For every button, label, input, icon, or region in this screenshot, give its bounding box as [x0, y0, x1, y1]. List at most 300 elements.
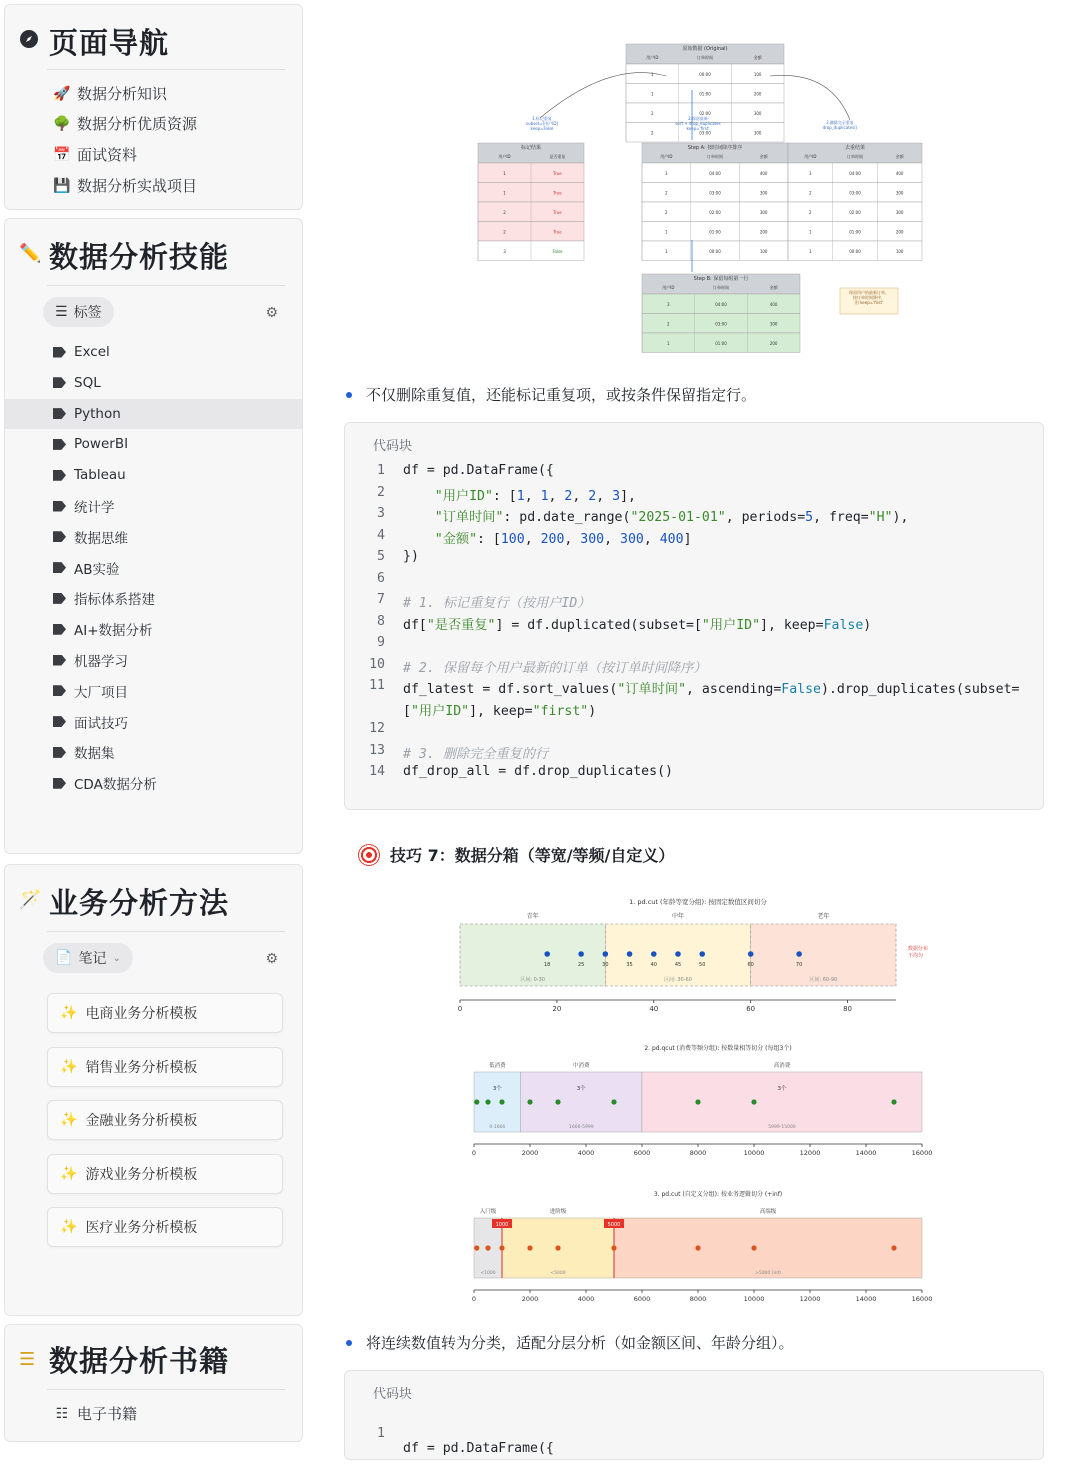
code-token-number: 5: [805, 510, 814, 525]
x-tick-label: 2000: [521, 1295, 539, 1303]
tag-item[interactable]: [5, 583, 302, 613]
line-number: 7: [377, 592, 385, 607]
code-token-number: 2: [564, 488, 573, 504]
data-point: [527, 1245, 532, 1250]
bin-range: <5000: [550, 1271, 566, 1276]
table-title: Step B: 保留每组第一行: [693, 276, 749, 282]
table-col-header: 是否重复: [549, 154, 566, 159]
code-text: [403, 678, 1020, 697]
code-token-keyword: False: [781, 682, 821, 697]
bin-label: 低消费: [489, 1063, 506, 1069]
bin-region: [521, 1072, 642, 1132]
code-token-number: 400: [659, 531, 684, 547]
table-cell: 1: [503, 190, 506, 196]
table-col-header: 订单时间: [707, 154, 723, 159]
tag-item[interactable]: [5, 337, 302, 367]
bin-range: >5000 (inf): [755, 1271, 781, 1276]
template-label: 电商业务分析模板: [85, 1006, 198, 1022]
point-label: 18: [544, 962, 551, 968]
table-cell: 3: [665, 171, 668, 176]
bin-range: <1000: [480, 1271, 496, 1276]
step-label: drop_duplicates(): [822, 125, 858, 130]
nav-item-label: 面试资料: [77, 146, 138, 164]
tag-label: Excel: [74, 344, 110, 360]
code-token-number: 200: [540, 531, 565, 547]
books-divider: [47, 1389, 285, 1390]
document-icon: 📄: [55, 950, 73, 966]
code-text: [403, 506, 908, 525]
table-cell: 2: [665, 210, 668, 215]
tag-item[interactable]: [5, 645, 302, 675]
table-cell: 300: [759, 190, 768, 196]
magic-wand-icon: ✨: [60, 1112, 78, 1128]
tag-icon: [53, 377, 66, 388]
x-tick-label: 20: [552, 1005, 562, 1013]
nav-item-label: 数据分析实战项目: [77, 177, 198, 195]
tag-item[interactable]: [5, 676, 302, 706]
template-label: 医疗业务分析模板: [85, 1220, 198, 1236]
data-point: [485, 1245, 490, 1250]
tag-icon: [53, 778, 66, 789]
template-button[interactable]: [47, 1100, 283, 1140]
code-token: : pd.date_range(: [503, 510, 631, 525]
data-point: [675, 951, 681, 957]
chart-title: 3. pd.cut (自定义分组): 按业务逻辑切分 (+inf): [653, 1191, 783, 1198]
duplicates-diagram: [470, 40, 930, 360]
code-token-comment: # 3. 删除完全重复的行: [403, 746, 549, 762]
step-label: keep=False: [530, 126, 554, 131]
tag-item[interactable]: [5, 429, 302, 459]
nav-item-knowledge[interactable]: [53, 83, 167, 104]
nav-item-label: 电子书籍: [77, 1405, 138, 1423]
data-point: [485, 1099, 490, 1104]
table-cell: 02:00: [849, 210, 861, 215]
note-text: 保留用户的最新订单，: [849, 290, 889, 295]
code-block-binning[interactable]: [344, 1370, 1044, 1460]
code-token: [403, 489, 435, 504]
chart-title: 2. pd.qcut (消费等频分组): 按数量相等切分 (每组3个): [644, 1045, 792, 1052]
nav-item-interview[interactable]: [53, 144, 137, 165]
code-token: ,: [548, 488, 565, 504]
target-icon: [358, 844, 380, 866]
tag-label: AB实验: [74, 561, 120, 578]
tag-item[interactable]: [5, 460, 302, 490]
code-token-number: 2: [588, 488, 597, 504]
bin-range: 区间: 0-30: [520, 977, 545, 983]
code-token: ,: [572, 488, 589, 504]
tag-item[interactable]: [5, 707, 302, 737]
data-point: [611, 1245, 616, 1250]
bullet-duplicates: [346, 384, 756, 405]
tag-icon: [53, 655, 66, 666]
code-line: [345, 463, 1025, 484]
code-token-string: "是否重复": [426, 617, 496, 633]
bin-range: 5999-15000: [768, 1125, 796, 1130]
chart-title: 1. pd.cut (年龄等宽分组): 按固定数值区间切分: [629, 898, 767, 906]
point-label: 45: [674, 962, 682, 968]
code-line: [345, 485, 1025, 506]
line-number: 3: [377, 506, 385, 521]
code-token: ], keep=: [760, 617, 824, 633]
code-line: [345, 571, 1025, 592]
table-cell: 100: [759, 249, 768, 254]
table-cell: 1: [503, 171, 506, 176]
note-text: 用 keep='first': [854, 300, 884, 305]
template-label: 金融业务分析模板: [85, 1113, 198, 1129]
data-point: [751, 1245, 756, 1250]
table-col-header: 用户ID: [646, 55, 659, 60]
code-token: , ascending=: [686, 682, 782, 697]
code-token-keyword: False: [823, 617, 864, 633]
list-icon: ☰: [55, 304, 68, 320]
table-title: 去重结果: [844, 145, 866, 151]
code-token-string: "订单时间": [617, 682, 687, 697]
table-cell: 100: [753, 72, 762, 77]
bin-label: 中消费: [573, 1063, 590, 1069]
code-text: [403, 764, 673, 779]
tip7-heading: [358, 843, 674, 866]
bullet-dot: [346, 392, 352, 398]
data-point: [796, 951, 802, 957]
point-label: 60: [747, 962, 754, 968]
code-block-label: 代码块: [373, 1387, 413, 1402]
table-cell: 04:00: [715, 302, 727, 307]
table-cell: 1: [665, 229, 668, 235]
bin-range: 区间: 30-60: [664, 977, 692, 983]
line-number: 1: [377, 1426, 385, 1441]
line-number: 5: [377, 549, 385, 564]
tag-item[interactable]: [5, 553, 302, 583]
code-line: [345, 506, 1025, 527]
code-token: ], keep=: [469, 703, 533, 719]
template-button[interactable]: [47, 1047, 283, 1087]
table-cell: 00:00: [699, 72, 711, 77]
data-point: [627, 951, 633, 957]
code-token-number: 300: [580, 531, 605, 547]
tag-icon: [53, 439, 66, 450]
bin-label: 进阶级: [549, 1209, 567, 1215]
x-tick-label: 10000: [743, 1149, 765, 1157]
threshold-label: 5000: [607, 1222, 621, 1228]
x-tick-label: 4000: [577, 1295, 595, 1303]
tag-label: PowerBI: [74, 436, 129, 453]
rocket-icon: 🚀: [53, 85, 71, 102]
point-label: 35: [626, 962, 633, 968]
code-token-string: "用户ID": [701, 617, 761, 633]
table-cell: 2: [809, 210, 812, 215]
table-cell: 1: [651, 72, 654, 77]
methods-card: [4, 864, 303, 1316]
tag-item[interactable]: [5, 737, 302, 767]
code-text: [403, 700, 596, 719]
code-token: ,: [596, 488, 613, 504]
heading-text: 技巧 7：数据分箱（等宽/等频/自定义）: [390, 846, 675, 865]
template-button[interactable]: [47, 1207, 283, 1247]
tag-item[interactable]: [5, 491, 302, 521]
code-text: [403, 614, 871, 633]
code-text: [403, 528, 692, 547]
tag-item[interactable]: [5, 768, 302, 798]
code-token-number: 100: [500, 531, 525, 547]
data-point: [527, 1099, 532, 1104]
code-token: ,: [643, 531, 660, 547]
bin-region: [474, 1072, 521, 1132]
table-col-header: 用户ID: [498, 154, 511, 159]
tag-label: 面试技巧: [74, 715, 128, 732]
code-block-duplicates[interactable]: [344, 422, 1044, 810]
table-cell: 03:00: [849, 190, 861, 196]
code-line: [345, 592, 1025, 613]
compass-icon: [19, 29, 39, 54]
notes-filter-pill[interactable]: [43, 943, 133, 973]
table-col-header: 金额: [753, 55, 762, 60]
checklist-icon: ☷: [55, 1405, 69, 1422]
line-number: 2: [377, 484, 385, 500]
tag-label: 统计学: [74, 500, 115, 516]
code-token-string: "H": [868, 510, 893, 525]
data-point: [651, 951, 657, 957]
tag-label: 大厂项目: [74, 684, 128, 701]
step-label: keep='first': [686, 126, 710, 131]
data-point: [611, 1099, 616, 1104]
code-token: [403, 532, 435, 547]
table-cell: 01:00: [715, 341, 727, 346]
tag-label: Tableau: [74, 467, 126, 484]
table-cell: 04:00: [709, 171, 721, 176]
bullet-text: 将连续数值转为分类，适配分层分析（如金额区间、年龄分组）。: [366, 1334, 794, 1352]
code-token-string: "2025-01-01": [630, 510, 726, 525]
table-title: 原始数据 (Original): [682, 46, 728, 52]
tag-icon: [53, 624, 66, 635]
table-col-header: 金额: [759, 154, 768, 159]
pencil-icon: ✏️: [19, 243, 42, 264]
code-token-number: 1: [516, 488, 525, 504]
settings-sliders-icon[interactable]: ⚙: [265, 951, 278, 967]
x-tick-label: 16000: [911, 1149, 933, 1157]
code-token-number: 300: [620, 531, 644, 547]
binning-charts: [440, 890, 960, 1310]
data-point: [699, 951, 705, 957]
bullet-binning: [346, 1332, 794, 1353]
table-col-header: 金额: [895, 154, 904, 159]
code-token: , freq=: [813, 510, 869, 525]
x-tick-label: 12000: [799, 1295, 821, 1303]
data-point: [695, 1245, 700, 1250]
bullet-text: 不仅删除重复值，还能标记重复项，或按条件保留指定行。: [366, 386, 757, 404]
code-token: ),: [892, 510, 909, 525]
x-tick-label: 14000: [855, 1149, 877, 1157]
point-label: 70: [795, 962, 803, 968]
magic-wand-icon: 🪄: [19, 889, 42, 910]
code-line: [345, 528, 1025, 549]
settings-sliders-icon[interactable]: ⚙: [265, 305, 278, 321]
data-point: [891, 1099, 896, 1104]
magic-wand-icon: ✨: [60, 1005, 78, 1021]
table-cell: 02:00: [699, 111, 711, 116]
table-cell: True: [553, 171, 562, 176]
x-tick-label: 60: [746, 1005, 756, 1013]
code-token: : [: [477, 531, 501, 547]
code-token-number: 1: [540, 488, 549, 504]
data-point: [578, 951, 584, 957]
code-line: [345, 678, 1025, 699]
table-title: Step A: 按时间降序排序: [687, 145, 743, 151]
code-token: ,: [524, 488, 541, 504]
code-token: ).drop_duplicates(subset=: [821, 682, 1020, 697]
nav-item-resources[interactable]: [53, 113, 197, 134]
x-tick-label: 6000: [633, 1149, 651, 1157]
code-token: , periods=: [725, 510, 806, 525]
table-cell: 1: [667, 341, 670, 346]
nav-card: [4, 4, 303, 210]
point-label: 30: [602, 962, 609, 968]
bin-count: 3个: [777, 1086, 787, 1092]
table-title: 标记结果: [520, 145, 542, 151]
code-token-string: "用户ID": [434, 488, 493, 504]
table-col-header: 金额: [769, 285, 778, 290]
x-tick-label: 40: [649, 1005, 659, 1013]
nav-divider: [47, 69, 285, 70]
bin-label: 青年: [526, 913, 539, 920]
template-button[interactable]: [47, 1154, 283, 1194]
table-cell: 2: [651, 130, 654, 136]
code-token: ],: [620, 488, 636, 504]
table-cell: 2: [809, 190, 812, 196]
code-token: df = pd.DataFrame({: [403, 1441, 554, 1456]
code-text: [403, 743, 548, 762]
line-number: 11: [369, 678, 385, 693]
table-col-header: 订单时间: [713, 285, 729, 290]
bin-region: [642, 1072, 922, 1132]
tag-icon: [53, 685, 66, 696]
nav-item-label: 数据分析优质资源: [77, 115, 198, 133]
tag-icon: [53, 562, 66, 573]
code-token: ,: [604, 531, 621, 547]
sidebar: [4, 0, 304, 1443]
threshold-label: 1000: [495, 1222, 509, 1228]
data-point: [499, 1099, 504, 1104]
code-line: [345, 657, 1025, 678]
tag-item[interactable]: [5, 522, 302, 552]
data-point: [544, 951, 550, 957]
code-line: [345, 614, 1025, 635]
table-cell: 400: [895, 171, 904, 176]
code-text: [403, 1441, 554, 1456]
bin-label: 入门级: [479, 1209, 497, 1215]
bullet-dot: [346, 1340, 352, 1346]
table-col-header: 用户ID: [804, 154, 817, 159]
nav-item-ebooks[interactable]: [53, 1403, 137, 1424]
table-cell: 04:00: [849, 171, 861, 176]
magic-wand-icon: ✨: [60, 1058, 78, 1075]
table-cell: 200: [769, 341, 778, 346]
chart-annotation: 不均匀: [908, 953, 924, 959]
code-token: }): [403, 549, 419, 564]
table-cell: 400: [759, 171, 768, 176]
code-token-string: "金额": [434, 531, 478, 547]
tag-item[interactable]: [5, 368, 302, 398]
data-point: [474, 1099, 479, 1104]
table-cell: 01:00: [699, 91, 711, 97]
table-cell: 100: [895, 249, 904, 254]
checklist-icon: ☰: [19, 1349, 36, 1370]
code-text: [403, 657, 706, 676]
table-cell: 2: [503, 210, 506, 215]
magic-wand-icon: ✨: [60, 1165, 78, 1182]
bin-label: 高端级: [759, 1209, 777, 1215]
code-text: [403, 592, 590, 611]
floppy-icon: 💾: [53, 177, 71, 194]
data-point: [748, 951, 754, 957]
code-token-comment: # 1. 标记重复行（按用户ID）: [403, 596, 591, 611]
table-cell: 00:00: [849, 249, 861, 254]
code-token-string: "first": [532, 703, 589, 719]
point-label: 50: [699, 962, 706, 968]
table-cell: 2: [665, 190, 668, 196]
table-cell: 2: [503, 229, 506, 235]
tag-label: 指标体系搭建: [74, 592, 155, 609]
line-number: 6: [377, 570, 385, 586]
bin-range: 区间: 60-90: [809, 977, 838, 983]
template-button[interactable]: [47, 993, 283, 1033]
nav-item-projects[interactable]: [53, 175, 197, 196]
bin-region: [614, 1218, 922, 1278]
table-col-header: 用户ID: [662, 285, 675, 290]
tag-icon: [53, 470, 66, 481]
table-cell: 400: [769, 302, 778, 307]
tree-icon: 🌳: [53, 115, 71, 132]
code-text: [403, 549, 419, 564]
tag-icon: [53, 501, 66, 512]
tag-label: 机器学习: [74, 654, 128, 670]
table-cell: 2: [667, 321, 670, 327]
tag-filter-pill[interactable]: [43, 297, 114, 327]
table-cell: 3: [503, 249, 506, 254]
bin-label: 中年: [671, 913, 685, 920]
data-point: [499, 1245, 504, 1250]
calendar-icon: 📅: [53, 146, 71, 163]
code-token-string: "订单时间": [434, 510, 504, 525]
code-token-string: "用户ID": [410, 703, 470, 719]
table-cell: 300: [769, 321, 778, 327]
code-block-label: 代码块: [373, 439, 413, 454]
x-tick-label: 8000: [689, 1149, 707, 1157]
table-cell: 02:00: [709, 210, 721, 215]
bin-range: 0-1666: [489, 1125, 506, 1130]
table-cell: 01:00: [709, 229, 721, 235]
line-number: 12: [369, 721, 385, 736]
x-tick-label: 0: [457, 1005, 463, 1013]
table-cell: 03:00: [699, 130, 711, 136]
x-tick-label: 8000: [689, 1295, 707, 1303]
skills-divider: [47, 285, 285, 286]
tag-item[interactable]: [5, 399, 302, 429]
tag-item[interactable]: [5, 614, 302, 644]
note-text: 按订单时间降序，: [853, 295, 885, 300]
table-cell: 300: [895, 210, 904, 215]
tag-label: SQL: [74, 374, 101, 391]
magic-wand-icon: ✨: [60, 1219, 78, 1235]
point-label: 25: [577, 962, 585, 968]
line-number: 1: [377, 463, 385, 478]
tag-label: 数据思维: [74, 530, 128, 547]
tag-icon: [53, 531, 66, 542]
step-label: 2.保留最新: [688, 116, 708, 121]
data-point: [603, 951, 609, 957]
code-token-comment: # 2. 保留每个用户最新的订单（按订单时间降序）: [403, 660, 707, 676]
table-cell: True: [553, 210, 562, 215]
table-cell: 2: [651, 111, 654, 116]
